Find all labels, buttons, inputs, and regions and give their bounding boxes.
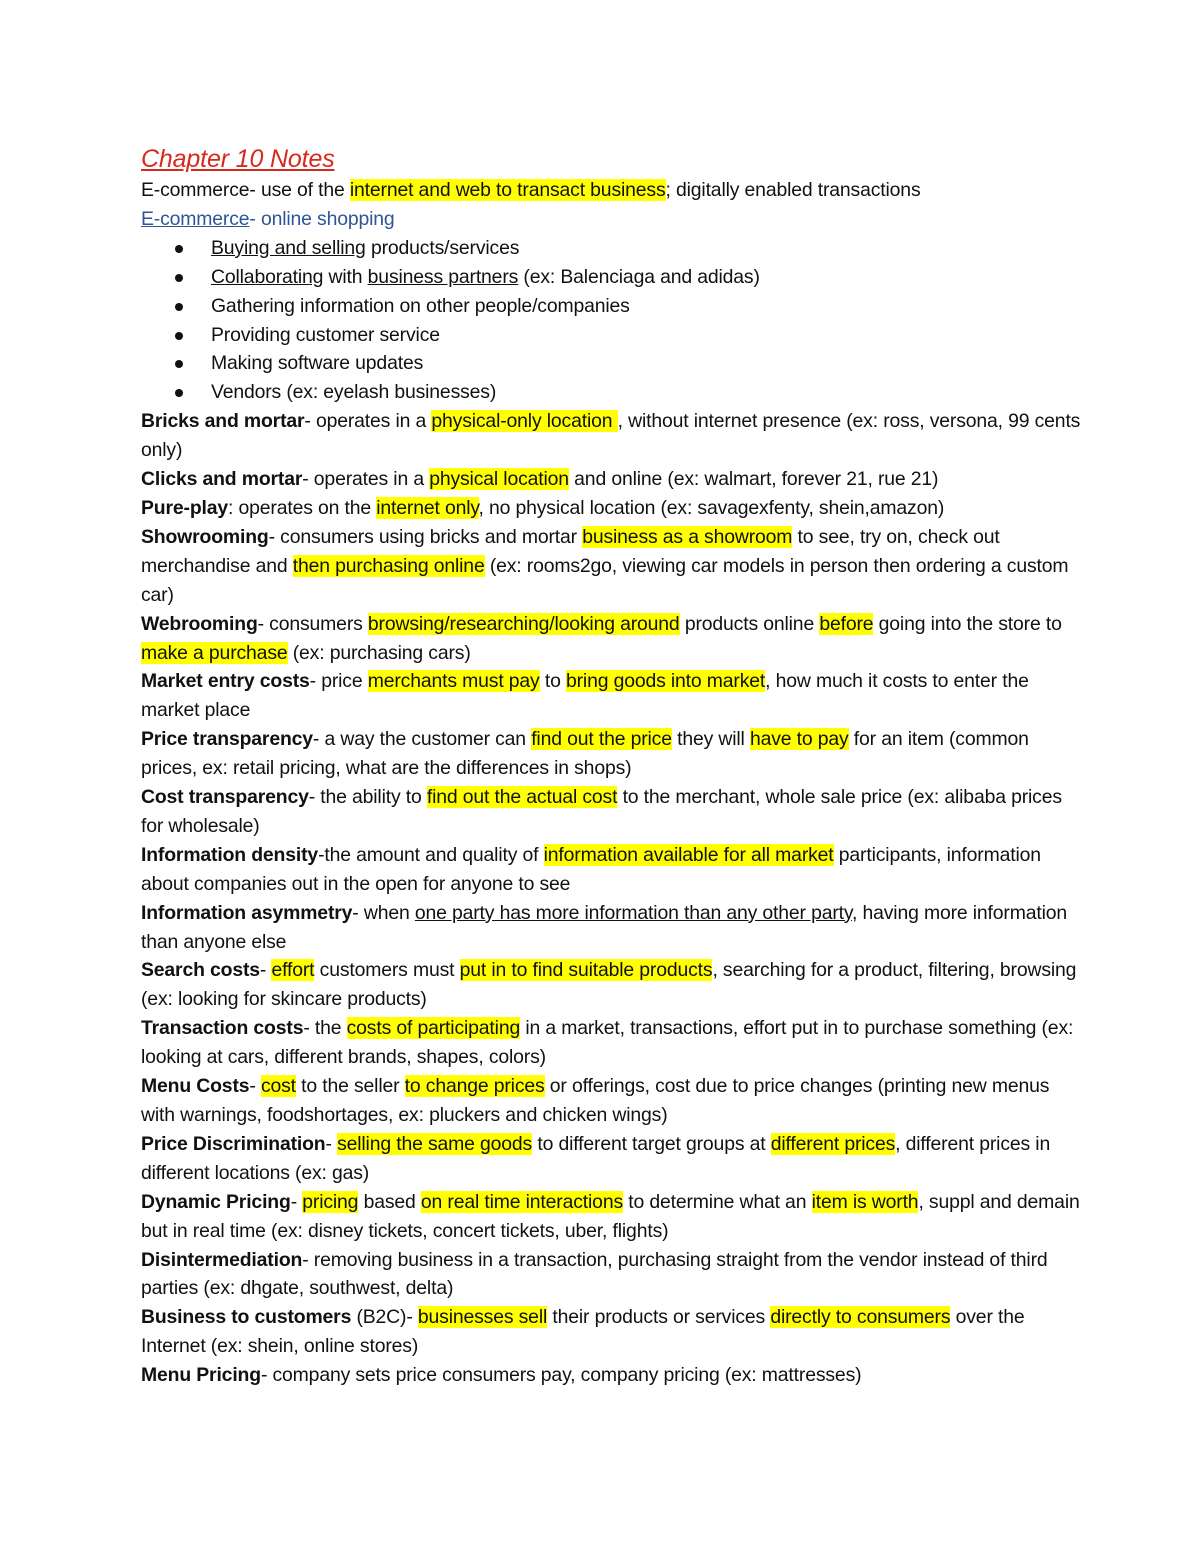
highlight: have to pay <box>749 728 849 751</box>
list-item <box>141 292 1081 321</box>
highlight: merchants must pay <box>367 670 540 693</box>
highlight: pricing <box>302 1190 359 1213</box>
bullet-icon <box>175 274 183 282</box>
list-item <box>141 234 1081 263</box>
text: customers must <box>314 959 460 982</box>
highlight: then purchasing online <box>292 554 485 577</box>
text: to see, try on, check out merchandise and <box>141 525 1000 577</box>
bullet-icon <box>175 360 183 368</box>
text: - a way the customer can <box>312 728 532 751</box>
text: , without internet presence (ex: ross, versona, 99 cents only) <box>141 410 1081 462</box>
text: - price <box>309 670 368 693</box>
term-bricks-and-mortar <box>141 407 1081 465</box>
text: Vendors (ex: eyelash businesses) <box>211 381 497 404</box>
text: , no physical location (ex: savagexfenty, shein,amazon) <box>478 496 945 519</box>
term-information-density <box>141 841 1081 899</box>
term-label: Disintermediation <box>141 1248 303 1271</box>
highlight: cost <box>260 1075 296 1098</box>
text: their products or services <box>547 1306 771 1329</box>
text: - the ability to <box>308 786 427 809</box>
text: Making software updates <box>211 352 424 375</box>
highlight: physical-only location <box>431 410 618 433</box>
term-showrooming <box>141 523 1081 610</box>
text: Buying and selling <box>211 236 366 259</box>
term-business-to-customers <box>141 1303 1081 1361</box>
text: (ex: rooms2go, viewing car models in person then ordering a custom car) <box>141 554 1069 606</box>
page-title: Chapter 10 Notes <box>141 145 335 173</box>
list-item <box>141 321 1081 350</box>
ecommerce-subheading <box>141 205 1081 234</box>
term-label: Clicks and mortar <box>141 468 303 491</box>
text: they will <box>671 728 750 751</box>
text: - the <box>303 1017 347 1040</box>
term-cost-transparency <box>141 783 1081 841</box>
text: business partners <box>367 265 519 288</box>
text: , having more information than anyone else <box>141 901 1068 953</box>
highlight: information available for all market <box>543 843 834 866</box>
text: (ex: purchasing cars) <box>287 641 471 664</box>
bullet-icon <box>175 389 183 397</box>
text: and online (ex: walmart, forever 21, rue 21) <box>568 468 939 491</box>
text: - <box>325 1132 338 1155</box>
highlight: browsing/researching/looking around <box>367 612 680 635</box>
highlight: internet only <box>376 496 479 519</box>
ecommerce-definition <box>141 176 1081 205</box>
term-pure-play <box>141 494 1081 523</box>
highlight: make a purchase <box>141 641 288 664</box>
ecommerce-bullet-list <box>141 234 1081 407</box>
text: or offerings, cost due to price changes (printing new menus with warnings, foodshortages, ex: pluckers and chicken wings) <box>141 1075 1050 1126</box>
text: - online shopping <box>249 207 395 230</box>
highlight: costs of participating <box>346 1017 521 1040</box>
text: Collaborating <box>211 265 324 288</box>
term-label: Dynamic Pricing <box>141 1190 291 1213</box>
term-transaction-costs <box>141 1014 1081 1072</box>
text: - operates in a <box>304 410 432 433</box>
term-menu-pricing <box>141 1361 1081 1390</box>
highlight: bring goods into market <box>565 670 766 693</box>
term-label: Webrooming <box>141 612 258 635</box>
highlight: on real time interactions <box>420 1190 623 1213</box>
term-label: Cost transparency <box>141 786 309 809</box>
text: based <box>358 1190 421 1213</box>
highlight: different prices <box>770 1132 896 1155</box>
term-label: Information density <box>141 843 319 866</box>
term-clicks-and-mortar <box>141 465 1081 494</box>
highlight: item is worth <box>811 1190 919 1213</box>
text: - <box>259 959 272 982</box>
term-label: Pure-play <box>141 496 229 519</box>
term-label: Menu Pricing <box>141 1364 261 1387</box>
text: , searching for a product, filtering, browsing (ex: looking for skincare products) <box>141 959 1077 1011</box>
term-label: Menu Costs <box>141 1075 250 1098</box>
highlight: put in to find suitable products <box>459 959 713 982</box>
list-item <box>141 349 1081 378</box>
term-price-discrimination <box>141 1130 1081 1188</box>
text: - <box>290 1190 303 1213</box>
text: - consumers <box>257 612 368 635</box>
term-webrooming <box>141 610 1081 668</box>
term-disintermediation <box>141 1246 1081 1304</box>
text: (B2C)- <box>351 1306 418 1329</box>
term-label: Search costs <box>141 959 260 982</box>
text: participants, information about companies out in the open for anyone to see <box>141 843 1041 895</box>
text: - removing business in a transaction, purchasing straight from the vendor instead of third parties (ex: dhgate, southwest, delta) <box>141 1248 1048 1300</box>
highlight: find out the actual cost <box>426 786 618 809</box>
text: E-commerce- use of the <box>141 179 350 201</box>
text: Gathering information on other people/companies <box>211 294 630 317</box>
list-item <box>141 263 1081 292</box>
text: - when <box>352 901 415 924</box>
term-label: Bricks and mortar <box>141 410 305 433</box>
subheading-term: E-commerce <box>141 207 250 230</box>
text: - <box>249 1075 261 1098</box>
term-label: Price transparency <box>141 728 313 751</box>
term-label: Transaction costs <box>141 1017 304 1040</box>
text: products/services <box>365 236 520 259</box>
text: going into the store to <box>873 612 1062 635</box>
text: to <box>539 670 566 693</box>
highlight: internet and web to transact business <box>349 179 666 201</box>
term-information-asymmetry <box>141 899 1081 957</box>
highlight: find out the price <box>531 728 672 751</box>
text: Providing customer service <box>211 323 440 346</box>
underlined-text: one party has more information than any other party <box>414 901 852 924</box>
highlight: business as a showroom <box>582 525 793 548</box>
text: products online <box>679 612 820 635</box>
highlight: before <box>819 612 874 635</box>
text: with <box>323 265 368 288</box>
term-market-entry-costs <box>141 667 1081 725</box>
text: -the amount and quality of <box>318 843 544 866</box>
text: over the Internet (ex: shein, online stores) <box>141 1306 1025 1358</box>
highlight: physical location <box>429 468 569 491</box>
highlight: businesses sell <box>417 1306 548 1329</box>
text: to the merchant, whole sale price (ex: alibaba prices for wholesale) <box>141 786 1062 837</box>
text: : operates on the <box>228 496 377 519</box>
text: for an item (common prices, ex: retail pricing, what are the differences in shops) <box>141 728 1029 780</box>
bullet-icon <box>175 245 183 253</box>
term-label: Showrooming <box>141 525 269 548</box>
term-dynamic-pricing <box>141 1188 1081 1246</box>
highlight: effort <box>271 959 315 982</box>
list-item <box>141 378 1081 407</box>
text: - operates in a <box>302 468 430 491</box>
highlight: to change prices <box>404 1075 545 1098</box>
term-price-transparency <box>141 725 1081 783</box>
notes-body <box>141 142 1081 1390</box>
text: ; digitally enabled transactions <box>665 179 921 201</box>
term-menu-costs <box>141 1072 1081 1130</box>
text: to determine what an <box>623 1190 812 1213</box>
text: - company sets price consumers pay, company pricing (ex: mattresses) <box>260 1364 862 1387</box>
text: - consumers using bricks and mortar <box>268 525 583 548</box>
term-label: Price Discrimination <box>141 1132 326 1155</box>
bullet-icon <box>175 303 183 311</box>
term-label: Market entry costs <box>141 670 310 693</box>
text: , how much it costs to enter the market place <box>141 670 1029 722</box>
highlight: selling the same goods <box>337 1132 533 1155</box>
text: , different prices in different locations (ex: gas) <box>141 1132 1051 1184</box>
text: to different target groups at <box>532 1132 771 1155</box>
text: (ex: Balenciaga and adidas) <box>518 265 760 288</box>
term-label: Information asymmetry <box>141 901 353 924</box>
term-search-costs <box>141 956 1081 1014</box>
text: to the seller <box>295 1075 405 1098</box>
text: in a market, transactions, effort put in to purchase something (ex: looking at cars, different brands, shapes, colors) <box>141 1017 1074 1069</box>
bullet-icon <box>175 332 183 340</box>
text: , suppl and demain but in real time (ex: disney tickets, concert tickets, uber, flights) <box>141 1190 1080 1242</box>
highlight: directly to consumers <box>770 1306 951 1329</box>
term-label: Business to customers <box>141 1306 352 1329</box>
